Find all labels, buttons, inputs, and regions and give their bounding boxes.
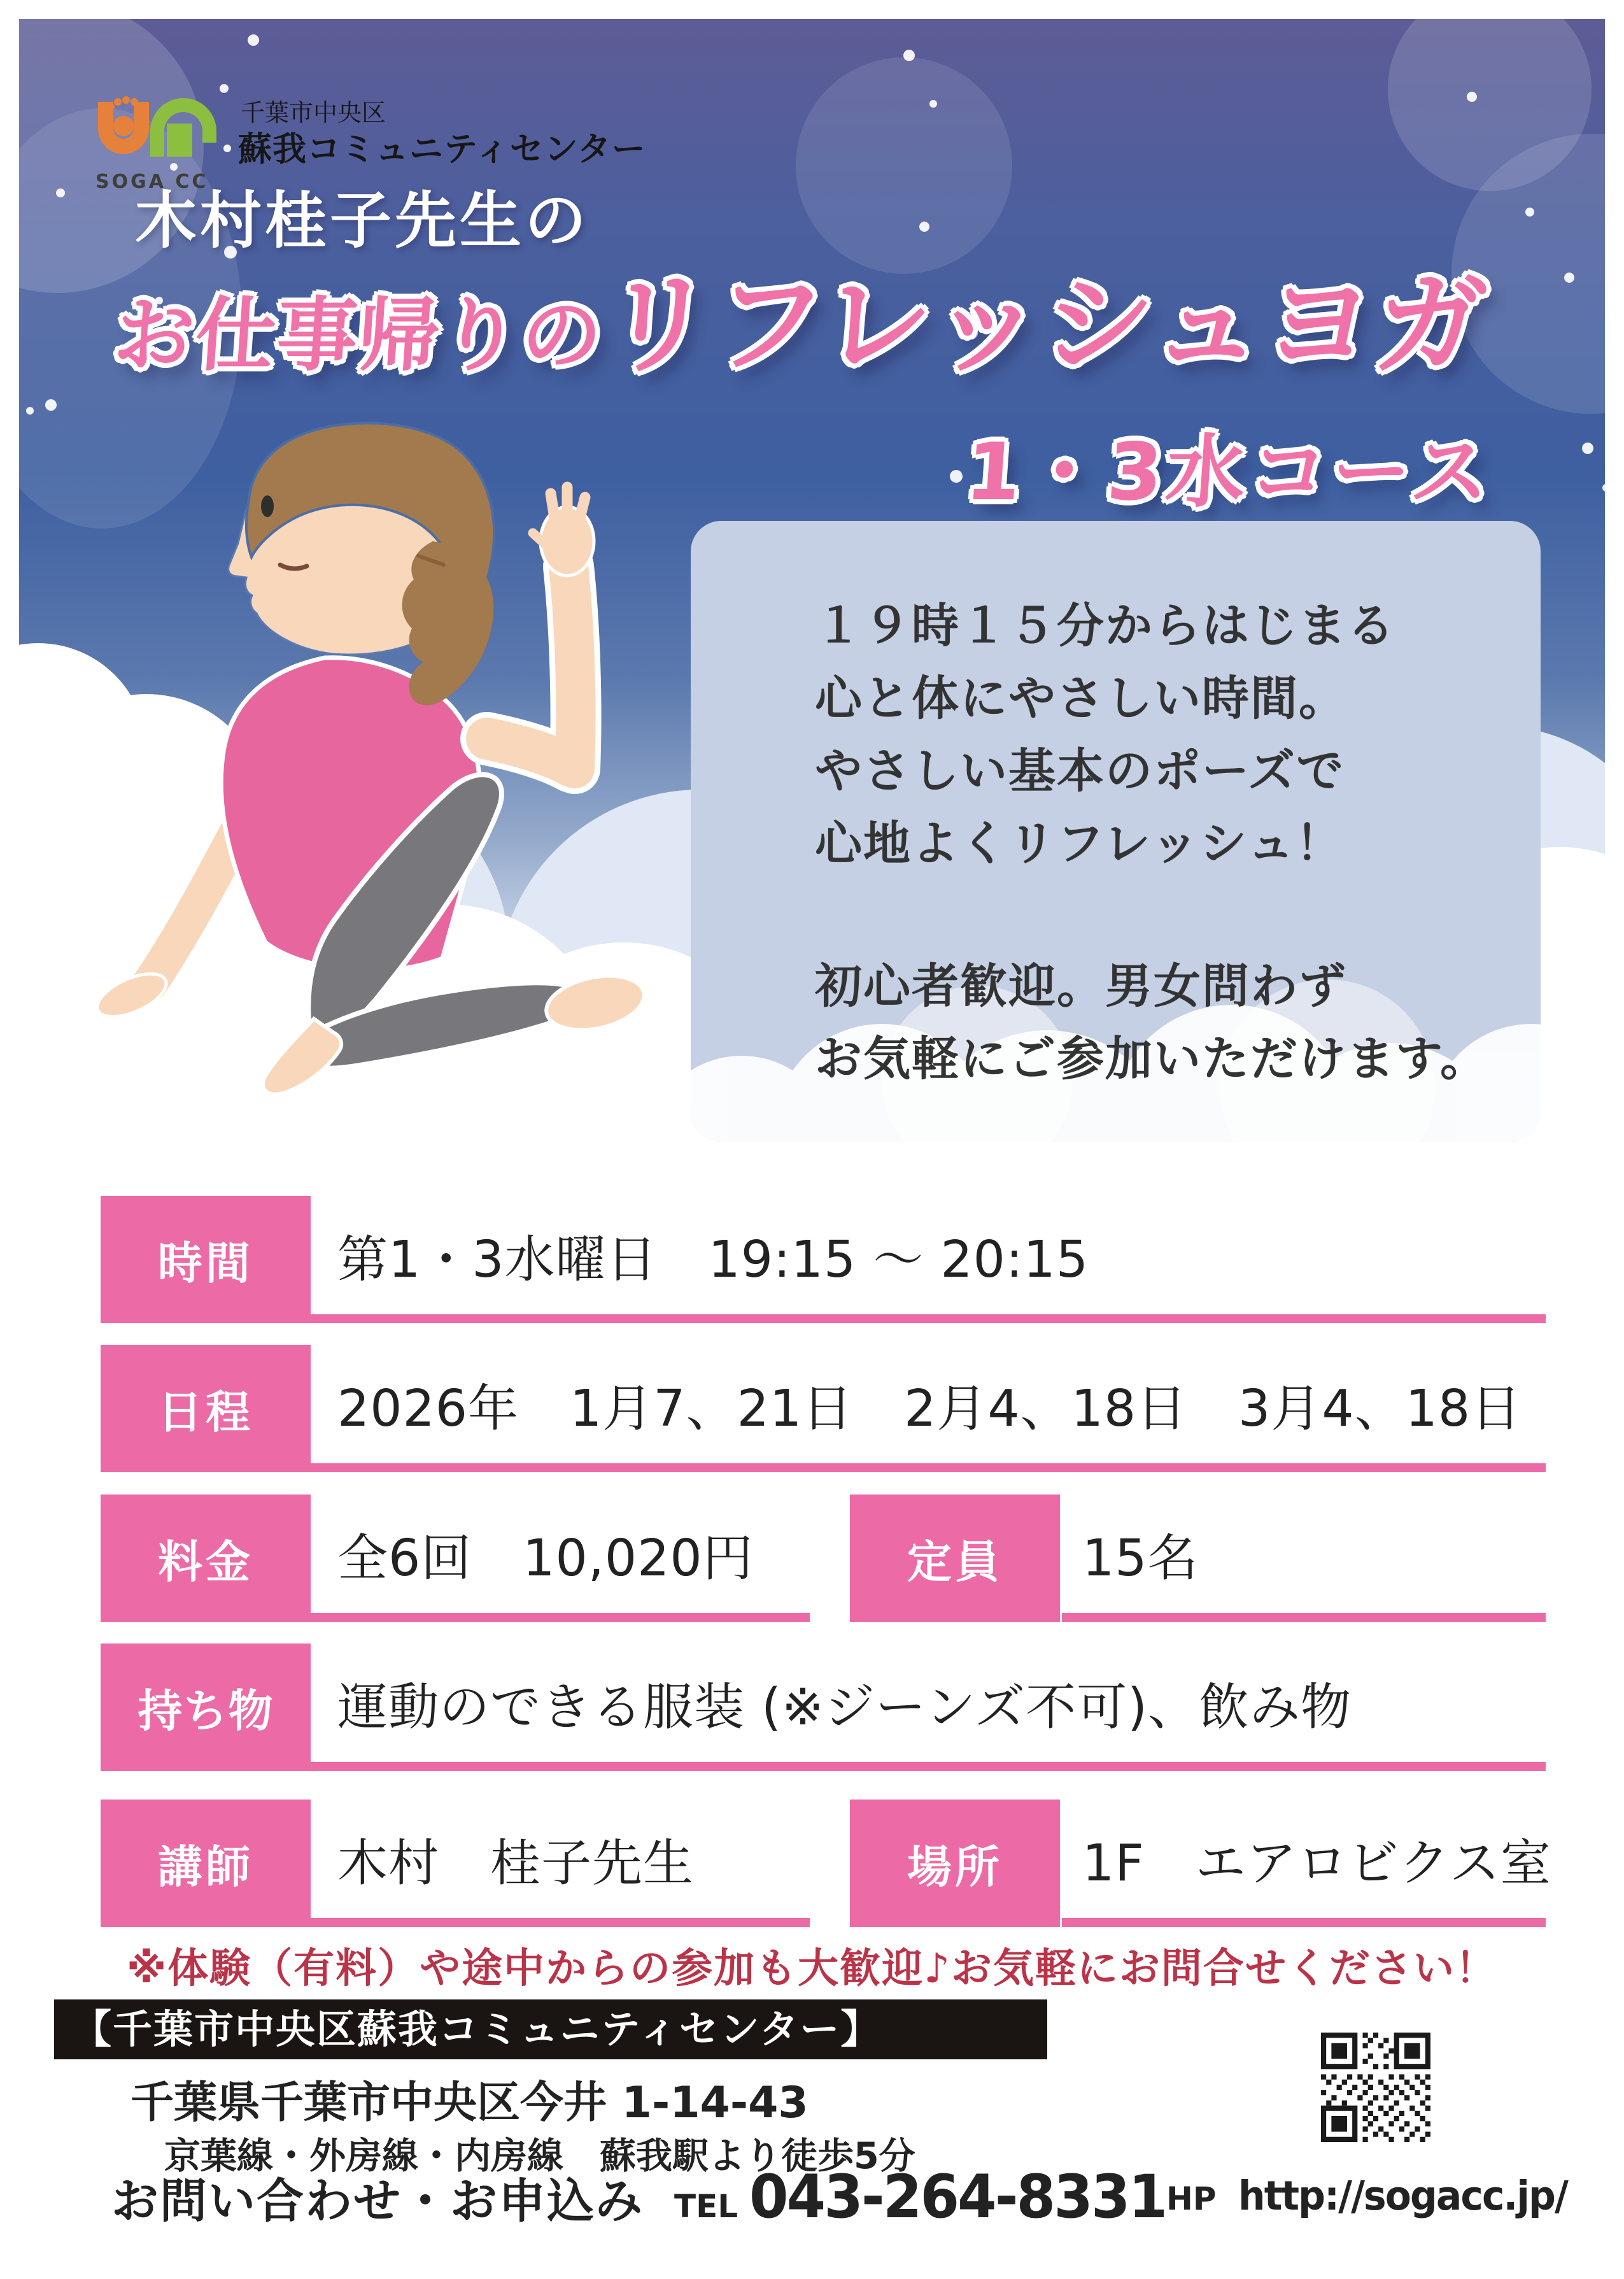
org-name: 蘇我コミュニティセンター [238,130,646,169]
value-time: 第1・3水曜日 19:15 ～ 20:15 [337,1230,1089,1289]
soga-cc-logo-icon [89,90,226,170]
hp-line [1166,2173,1585,2219]
label-fee: 料金 [101,1494,311,1622]
teacher-line: 木村桂子先生の [135,185,590,257]
tel-icon: TEL [674,2188,738,2225]
desc-line: 心地よくリフレッシュ！ [815,816,1344,871]
title-main: リフレッシュヨガ [598,260,1491,390]
description-paragraph-1 [815,590,1395,880]
logo-caption: SOGA CC [95,171,209,193]
contact-label: お問い合わせ・お申込み [111,2174,644,2229]
desc-line: 心と体にやさしい時間。 [815,671,1347,726]
access: 京葉線・外房線・内房線 蘇我駅より徒歩5分 [164,2135,915,2177]
main-title [111,236,1491,395]
center-heading: 【千葉市中央区蘇我コミュニティセンター】 [54,1999,1047,2059]
org-district: 千葉市中央区 [241,99,386,127]
rule [311,1918,810,1927]
label-capacity: 定員 [850,1494,1060,1622]
label-place: 場所 [850,1800,1060,1927]
value-teacher: 木村 桂子先生 [337,1834,694,1892]
rule [311,1463,1546,1472]
rule [1062,1918,1546,1927]
description-panel [691,521,1541,1142]
yoga-woman-illustration [54,404,697,1153]
label-teacher: 講師 [101,1800,311,1927]
value-items: 運動のできる服装 (※ジーンズ不可)、飲み物 [337,1678,1352,1736]
course-line: 1・3水コース [962,427,1497,518]
address: 千葉県千葉市中央区今井 1-14-43 [131,2078,808,2128]
label-items: 持ち物 [101,1644,311,1771]
hp-label: HP [1166,2180,1217,2217]
value-dates: 2026年 1月7、21日 2月4、18日 3月4、18日 [337,1379,1522,1438]
tel-number: 043-264-8331 [749,2162,1166,2232]
title-prefix: お仕事帰りの [111,288,607,382]
rule [311,1314,1546,1323]
contact-line [111,2162,1192,2232]
value-capacity: 15名 [1082,1529,1199,1587]
qr-code [1321,2033,1430,2142]
desc-line: １９時１５分からはじまる [815,599,1395,653]
desc-line: お気軽にご参加いただけます。 [815,1032,1489,1086]
label-dates: 日程 [101,1345,311,1472]
desc-line: 初心者歓迎。男女問わず [815,959,1347,1014]
desc-line: やさしい基本のポーズで [815,744,1345,799]
hero-section [19,19,1605,1156]
rule [311,1613,810,1622]
label-time: 時間 [101,1196,311,1323]
website-url: http://sogacc.jp/ [1238,2173,1567,2219]
value-place: 1F エアロビクス室 [1082,1834,1551,1892]
rule [311,1762,1546,1771]
trial-note: ※体験（有料）や途中からの参加も大歓迎♪お気軽にお問合せください！ [126,1945,1498,1992]
description-paragraph-2 [815,950,1488,1095]
rule [1062,1613,1546,1622]
value-fee: 全6回 10,020円 [337,1529,754,1587]
